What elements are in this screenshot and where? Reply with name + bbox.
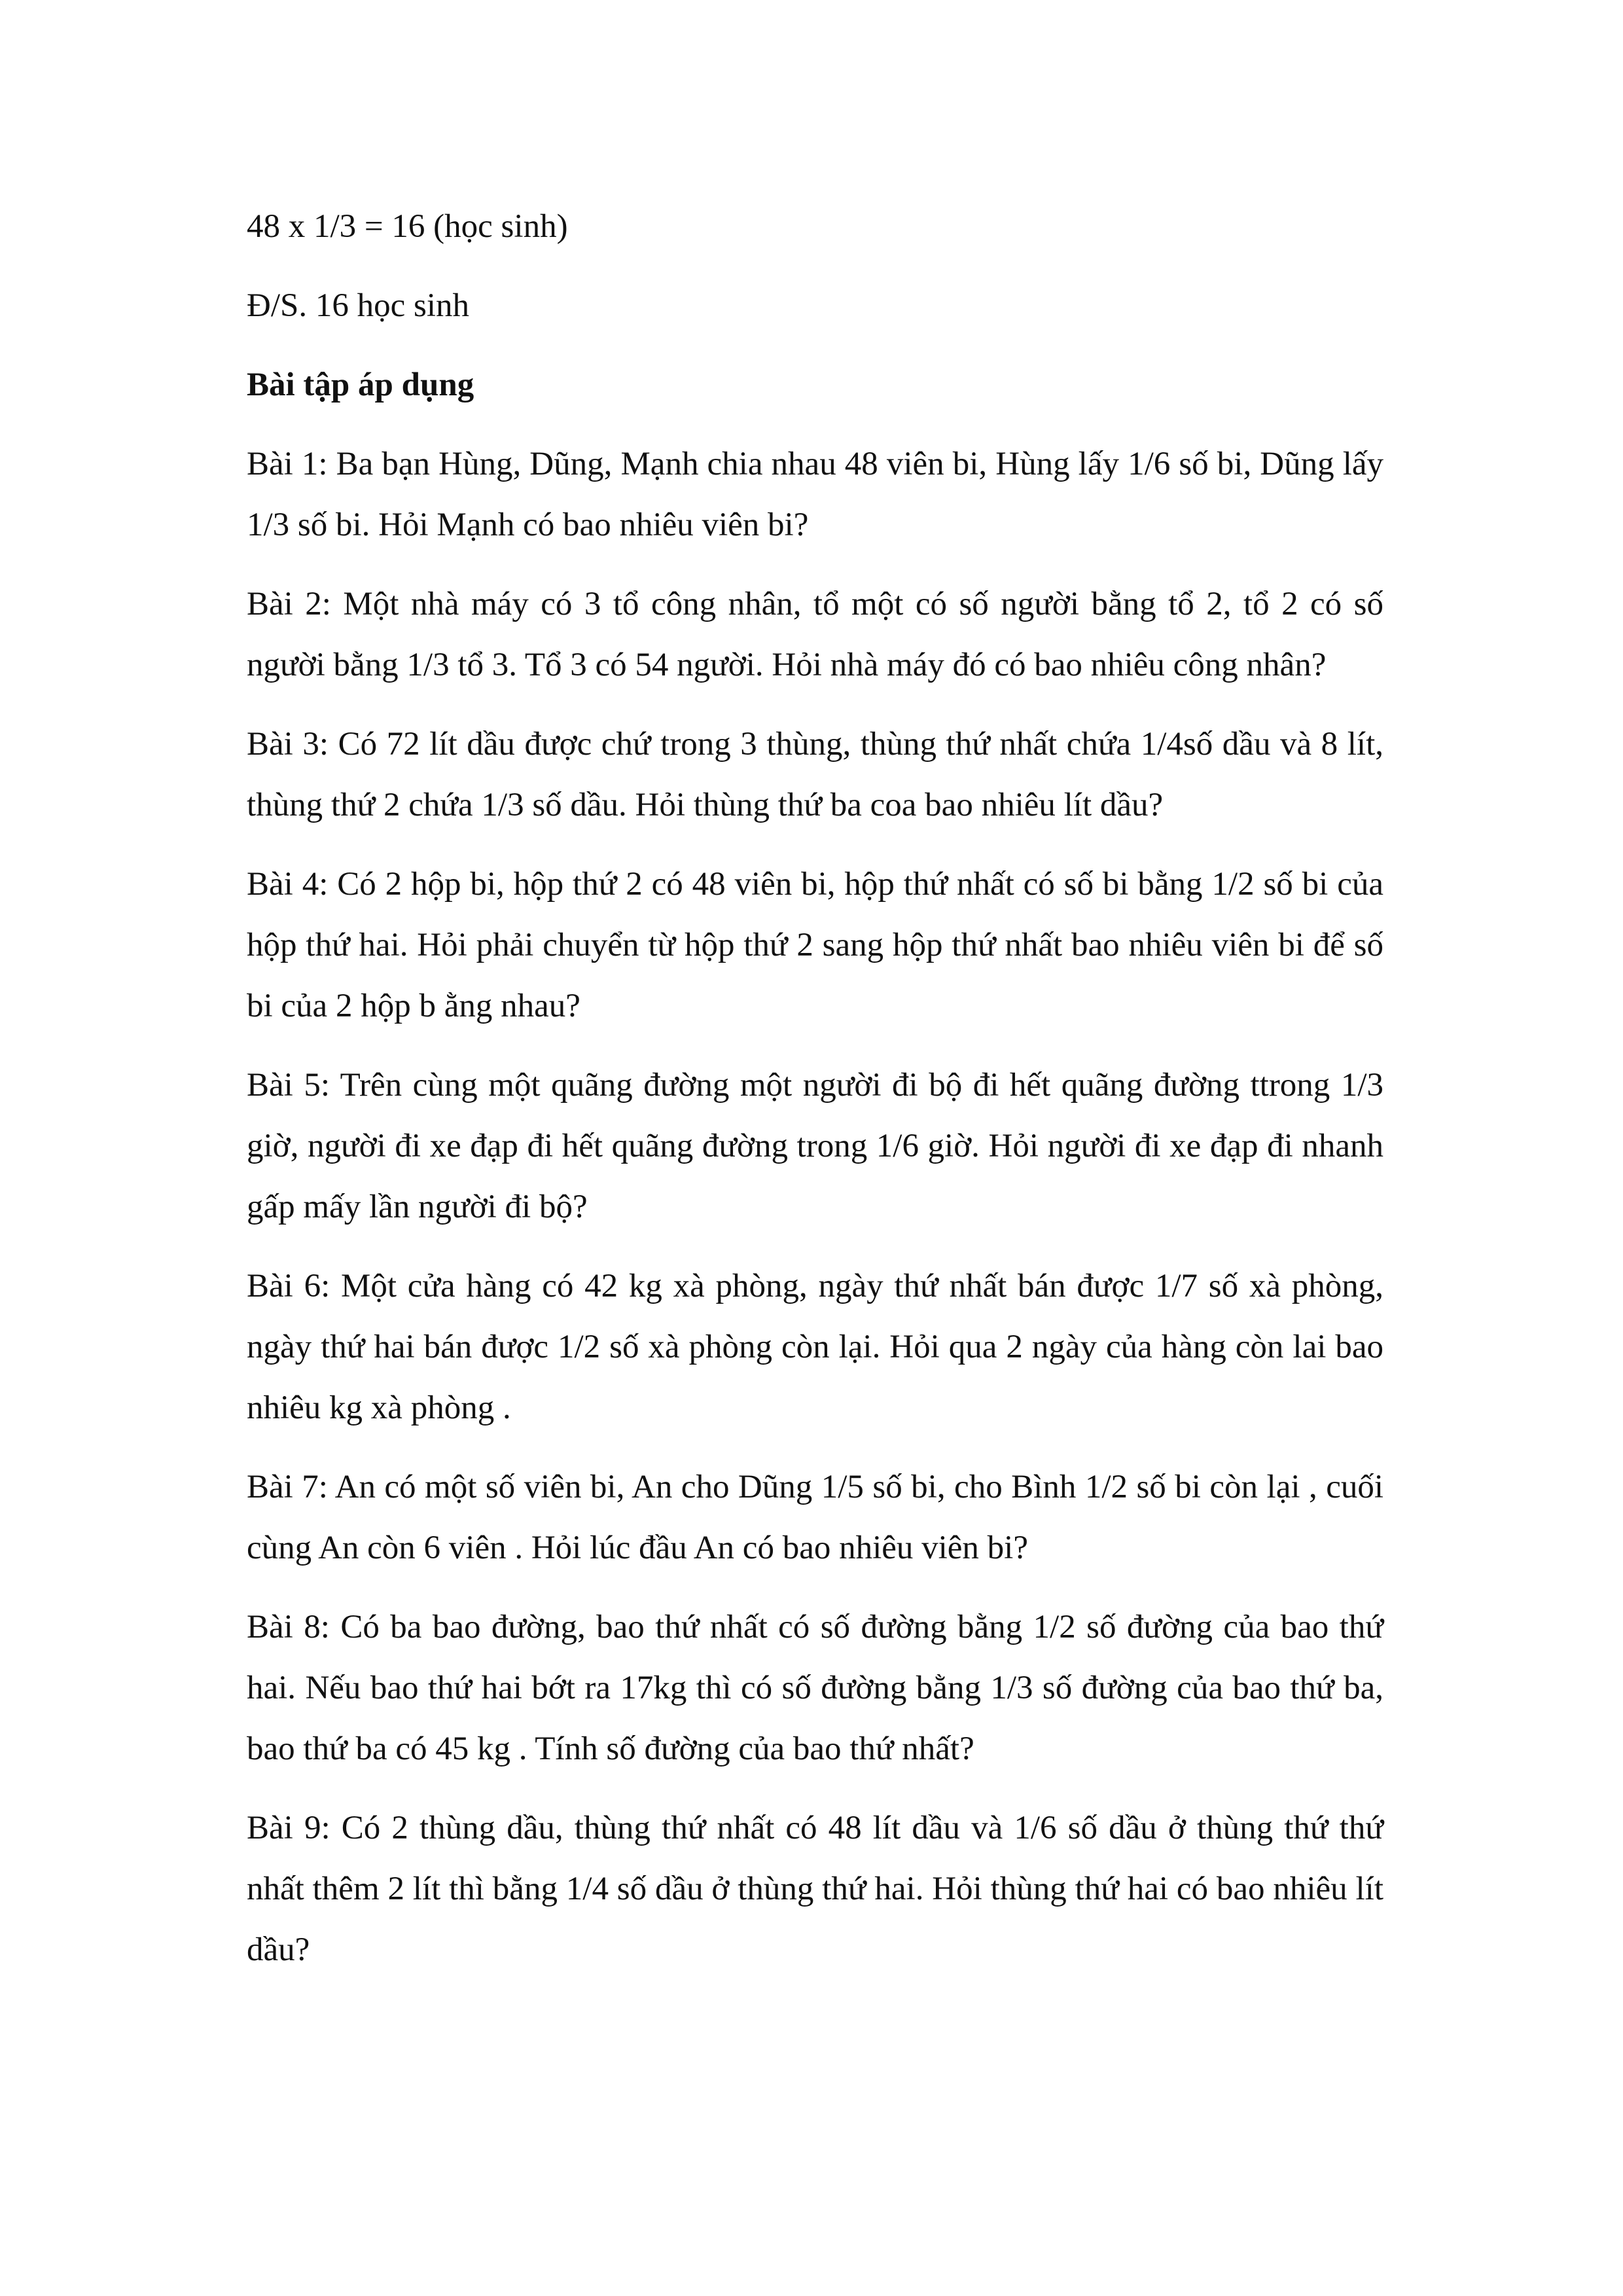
- exercise-5: Bài 5: Trên cùng một quãng đường một người đi bộ đi hết quãng đường ttrong 1/3 giờ, người đi xe đạp đi hết quãng đường trong 1/6 giờ. Hỏi người đi xe đạp đi nhanh gấp mấy lần người đi bộ?: [247, 1067, 1383, 1225]
- exercise-2: Bài 2: Một nhà máy có 3 tổ công nhân, tổ một có số người bằng tổ 2, tổ 2 có số người bằng 1/3 tổ 3. Tổ 3 có 54 người. Hỏi nhà máy đó có bao nhiêu công nhân?: [247, 586, 1383, 683]
- exercise-4: Bài 4: Có 2 hộp bi, hộp thứ 2 có 48 viên bi, hộp thứ nhất có số bi bằng 1/2 số bi của hộp thứ hai. Hỏi phải chuyển từ hộp thứ 2 sang hộp thứ nhất bao nhiêu viên bi để số bi của 2 hộp b ằng nhau?: [247, 866, 1383, 1024]
- exercise-9: Bài 9: Có 2 thùng dầu, thùng thứ nhất có 48 lít dầu và 1/6 số dầu ở thùng thứ thứ nhất thêm 2 lít thì bằng 1/4 số dầu ở thùng thứ hai. Hỏi thùng thứ hai có bao nhiêu lít dầu?: [247, 1810, 1383, 1968]
- exercise-6: Bài 6: Một cửa hàng có 42 kg xà phòng, ngày thứ nhất bán được 1/7 số xà phòng, ngày thứ hai bán được 1/2 số xà phòng còn lại. Hỏi qua 2 ngày của hàng còn lai bao nhiêu kg xà phòng .: [247, 1268, 1383, 1426]
- calculation-line: 48 x 1/3 = 16 (học sinh): [247, 208, 568, 245]
- exercise-3: Bài 3: Có 72 lít dầu được chứ trong 3 thùng, thùng thứ nhất chứa 1/4số dầu và 8 lít, thùng thứ 2 chứa 1/3 số dầu. Hỏi thùng thứ ba coa bao nhiêu lít dầu?: [247, 726, 1383, 823]
- exercise-7: Bài 7: An có một số viên bi, An cho Dũng 1/5 số bi, cho Bình 1/2 số bi còn lại , cuối cùng An còn 6 viên . Hỏi lúc đầu An có bao nhiêu viên bi?: [247, 1469, 1383, 1566]
- section-heading: Bài tập áp dụng: [247, 367, 474, 403]
- exercise-8: Bài 8: Có ba bao đường, bao thứ nhất có số đường bằng 1/2 số đường của bao thứ hai. Nếu bao thứ hai bớt ra 17kg thì có số đường bằng 1/3 số đường của bao thứ ba, bao thứ ba có 45 kg . Tính số đường của bao thứ nhất?: [247, 1609, 1383, 1767]
- document-content: [247, 196, 1383, 1999]
- answer-line: Đ/S. 16 học sinh: [247, 287, 470, 324]
- exercise-1: Bài 1: Ba bạn Hùng, Dũng, Mạnh chia nhau 48 viên bi, Hùng lấy 1/6 số bi, Dũng lấy 1/3 số bi. Hỏi Mạnh có bao nhiêu viên bi?: [247, 446, 1383, 543]
